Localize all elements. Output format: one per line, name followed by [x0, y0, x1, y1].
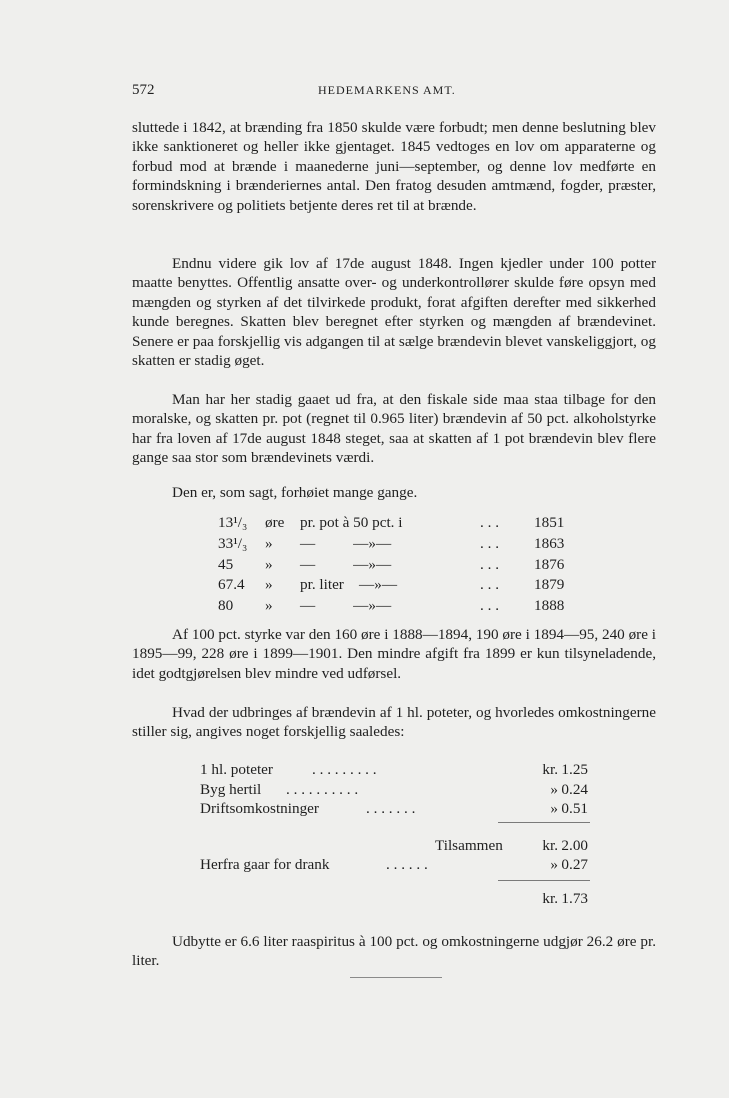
- leader-dots: . . .: [480, 597, 499, 615]
- rate-unit: »: [265, 597, 273, 615]
- cost-currency: kr.: [542, 761, 558, 778]
- paragraph-2: Endnu videre gik lov af 17de august 1848. Ingen kjedler under 100 potter maatte benyttes. Offentlig ansatte over- og underkontrollører skulde føre opsyn med mængden og styrken af det tilvirkede produkt, forat afgiften derefter med sikkerhed kunde beregnes. Skatten blev beregnet efter styrken og mængden af brændevinet. Senere er paa forskjellig vis adgangen til at sælge brændevin blevet vanskeliggjort, og skatten er stadig øget.: [132, 255, 656, 370]
- leader-dots: . . .: [480, 555, 499, 573]
- running-header: [132, 82, 656, 102]
- cost-label: Herfra gaar for drank: [200, 856, 330, 874]
- rate-amount: 80: [218, 597, 234, 615]
- cost-label: Byg hertil: [200, 780, 262, 798]
- cost-currency: »: [550, 856, 558, 874]
- table-row: [218, 534, 578, 555]
- paragraph-1: sluttede i 1842, at brænding fra 1850 skulde være forbudt; men denne beslutning blev ikke sanktioneret og heller ikke gjentaget. 1845 vedtoges en lov om apparaterne og forbud mod at brænde i maanederne juni—september, og denne lov medførte en formindskning i brænderiernes antal. Den fratog desuden amtmænd, fogder, præster, sorenskrivere og politiets betjente deres ret til at brænde.: [132, 119, 656, 214]
- leader-dots: . . . . . .: [386, 856, 428, 874]
- rate-unit: øre: [265, 514, 285, 531]
- paragraph-4: Den er, som sagt, forhøiet mange gange.: [172, 484, 418, 501]
- rate-basis: — —»—: [300, 555, 392, 573]
- rate-basis: pr. liter —»—: [300, 576, 398, 594]
- paragraph-3: Man har her stadig gaaet ud fra, at den fiskale side maa staa tilbage for den moralske, og skatten pr. pot (regnet til 0.965 liter) brændevin af 50 pct. alkoholstyrke har fra loven af 17de august 1848 steget, saa at skatten af 1 pot brændevin blev flere gange saa stor som brændevinets værdi.: [132, 391, 656, 467]
- tax-rate-table: [218, 513, 578, 617]
- rate-amount: 33¹/₃: [218, 534, 248, 552]
- rate-unit: »: [265, 555, 273, 573]
- rate-year: 1851: [534, 514, 565, 531]
- cost-value: 0.27: [561, 856, 588, 874]
- leader-dots: . . .: [480, 514, 499, 531]
- rate-basis: — —»—: [300, 597, 392, 615]
- cost-value: 1.25: [561, 761, 588, 778]
- table-row: [200, 780, 590, 800]
- cost-value: 2.00: [561, 836, 588, 854]
- rate-amount: 45: [218, 555, 234, 573]
- subtotal-label: Tilsammen: [435, 836, 503, 854]
- leader-dots: . . .: [480, 534, 499, 552]
- page-number: 572: [132, 82, 155, 98]
- rate-basis: — —»—: [300, 534, 392, 552]
- rate-year: 1888: [534, 597, 565, 615]
- leader-dots: . . . . . . . . . .: [286, 780, 359, 798]
- section-end-rule: [350, 977, 442, 978]
- rate-unit: »: [265, 576, 273, 594]
- cost-currency: »: [550, 780, 558, 798]
- table-row: [218, 555, 578, 576]
- cost-value: 1.73: [561, 889, 588, 907]
- table-row: [218, 596, 578, 617]
- sum-rule: [498, 822, 590, 823]
- cost-label: 1 hl. poteter: [200, 761, 273, 778]
- sum-rule: [498, 880, 590, 881]
- cost-value: 0.24: [561, 780, 588, 798]
- cost-table: [200, 760, 590, 909]
- paragraph-5: Af 100 pct. styrke var den 160 øre i 1888—1894, 190 øre i 1894—95, 240 øre i 1895—99, 228 øre i 1899—1901. Den mindre afgift fra 1899 er kun tilsyneladende, idet godtgjørelsen blev mindre ved udførsel.: [132, 626, 656, 682]
- rate-year: 1863: [534, 534, 565, 552]
- leader-dots: . . . . . . .: [366, 800, 416, 818]
- cost-currency: »: [550, 800, 558, 818]
- cost-currency: kr.: [542, 889, 558, 907]
- rate-amount: 13¹/₃: [218, 514, 248, 531]
- table-row: [218, 513, 578, 534]
- rate-amount: 67.4: [218, 576, 245, 594]
- paragraph-6: Hvad der udbringes af brændevin af 1 hl. poteter, og hvorledes omkostningerne stiller sig, angives noget forskjellig saaledes:: [132, 704, 656, 741]
- table-row: [200, 799, 590, 819]
- running-title: HEDEMARKENS AMT.: [318, 83, 456, 97]
- leader-dots: . . . . . . . . .: [312, 761, 377, 778]
- cost-currency: kr.: [542, 836, 558, 854]
- rate-year: 1879: [534, 576, 565, 594]
- deduction-row: [200, 855, 590, 875]
- leader-dots: . . .: [480, 576, 499, 594]
- subtotal-row: [200, 836, 590, 856]
- cost-label: Driftsomkostninger: [200, 800, 319, 818]
- rate-unit: »: [265, 534, 273, 552]
- rate-basis: pr. pot à 50 pct. i: [300, 514, 403, 531]
- rate-year: 1876: [534, 555, 565, 573]
- total-row: [200, 889, 590, 909]
- paragraph-7: Udbytte er 6.6 liter raaspiritus à 100 pct. og omkostningerne udgjør 26.2 øre pr. liter.: [132, 933, 656, 970]
- table-row: [218, 575, 578, 596]
- table-row: [200, 760, 590, 780]
- cost-value: 0.51: [561, 800, 588, 818]
